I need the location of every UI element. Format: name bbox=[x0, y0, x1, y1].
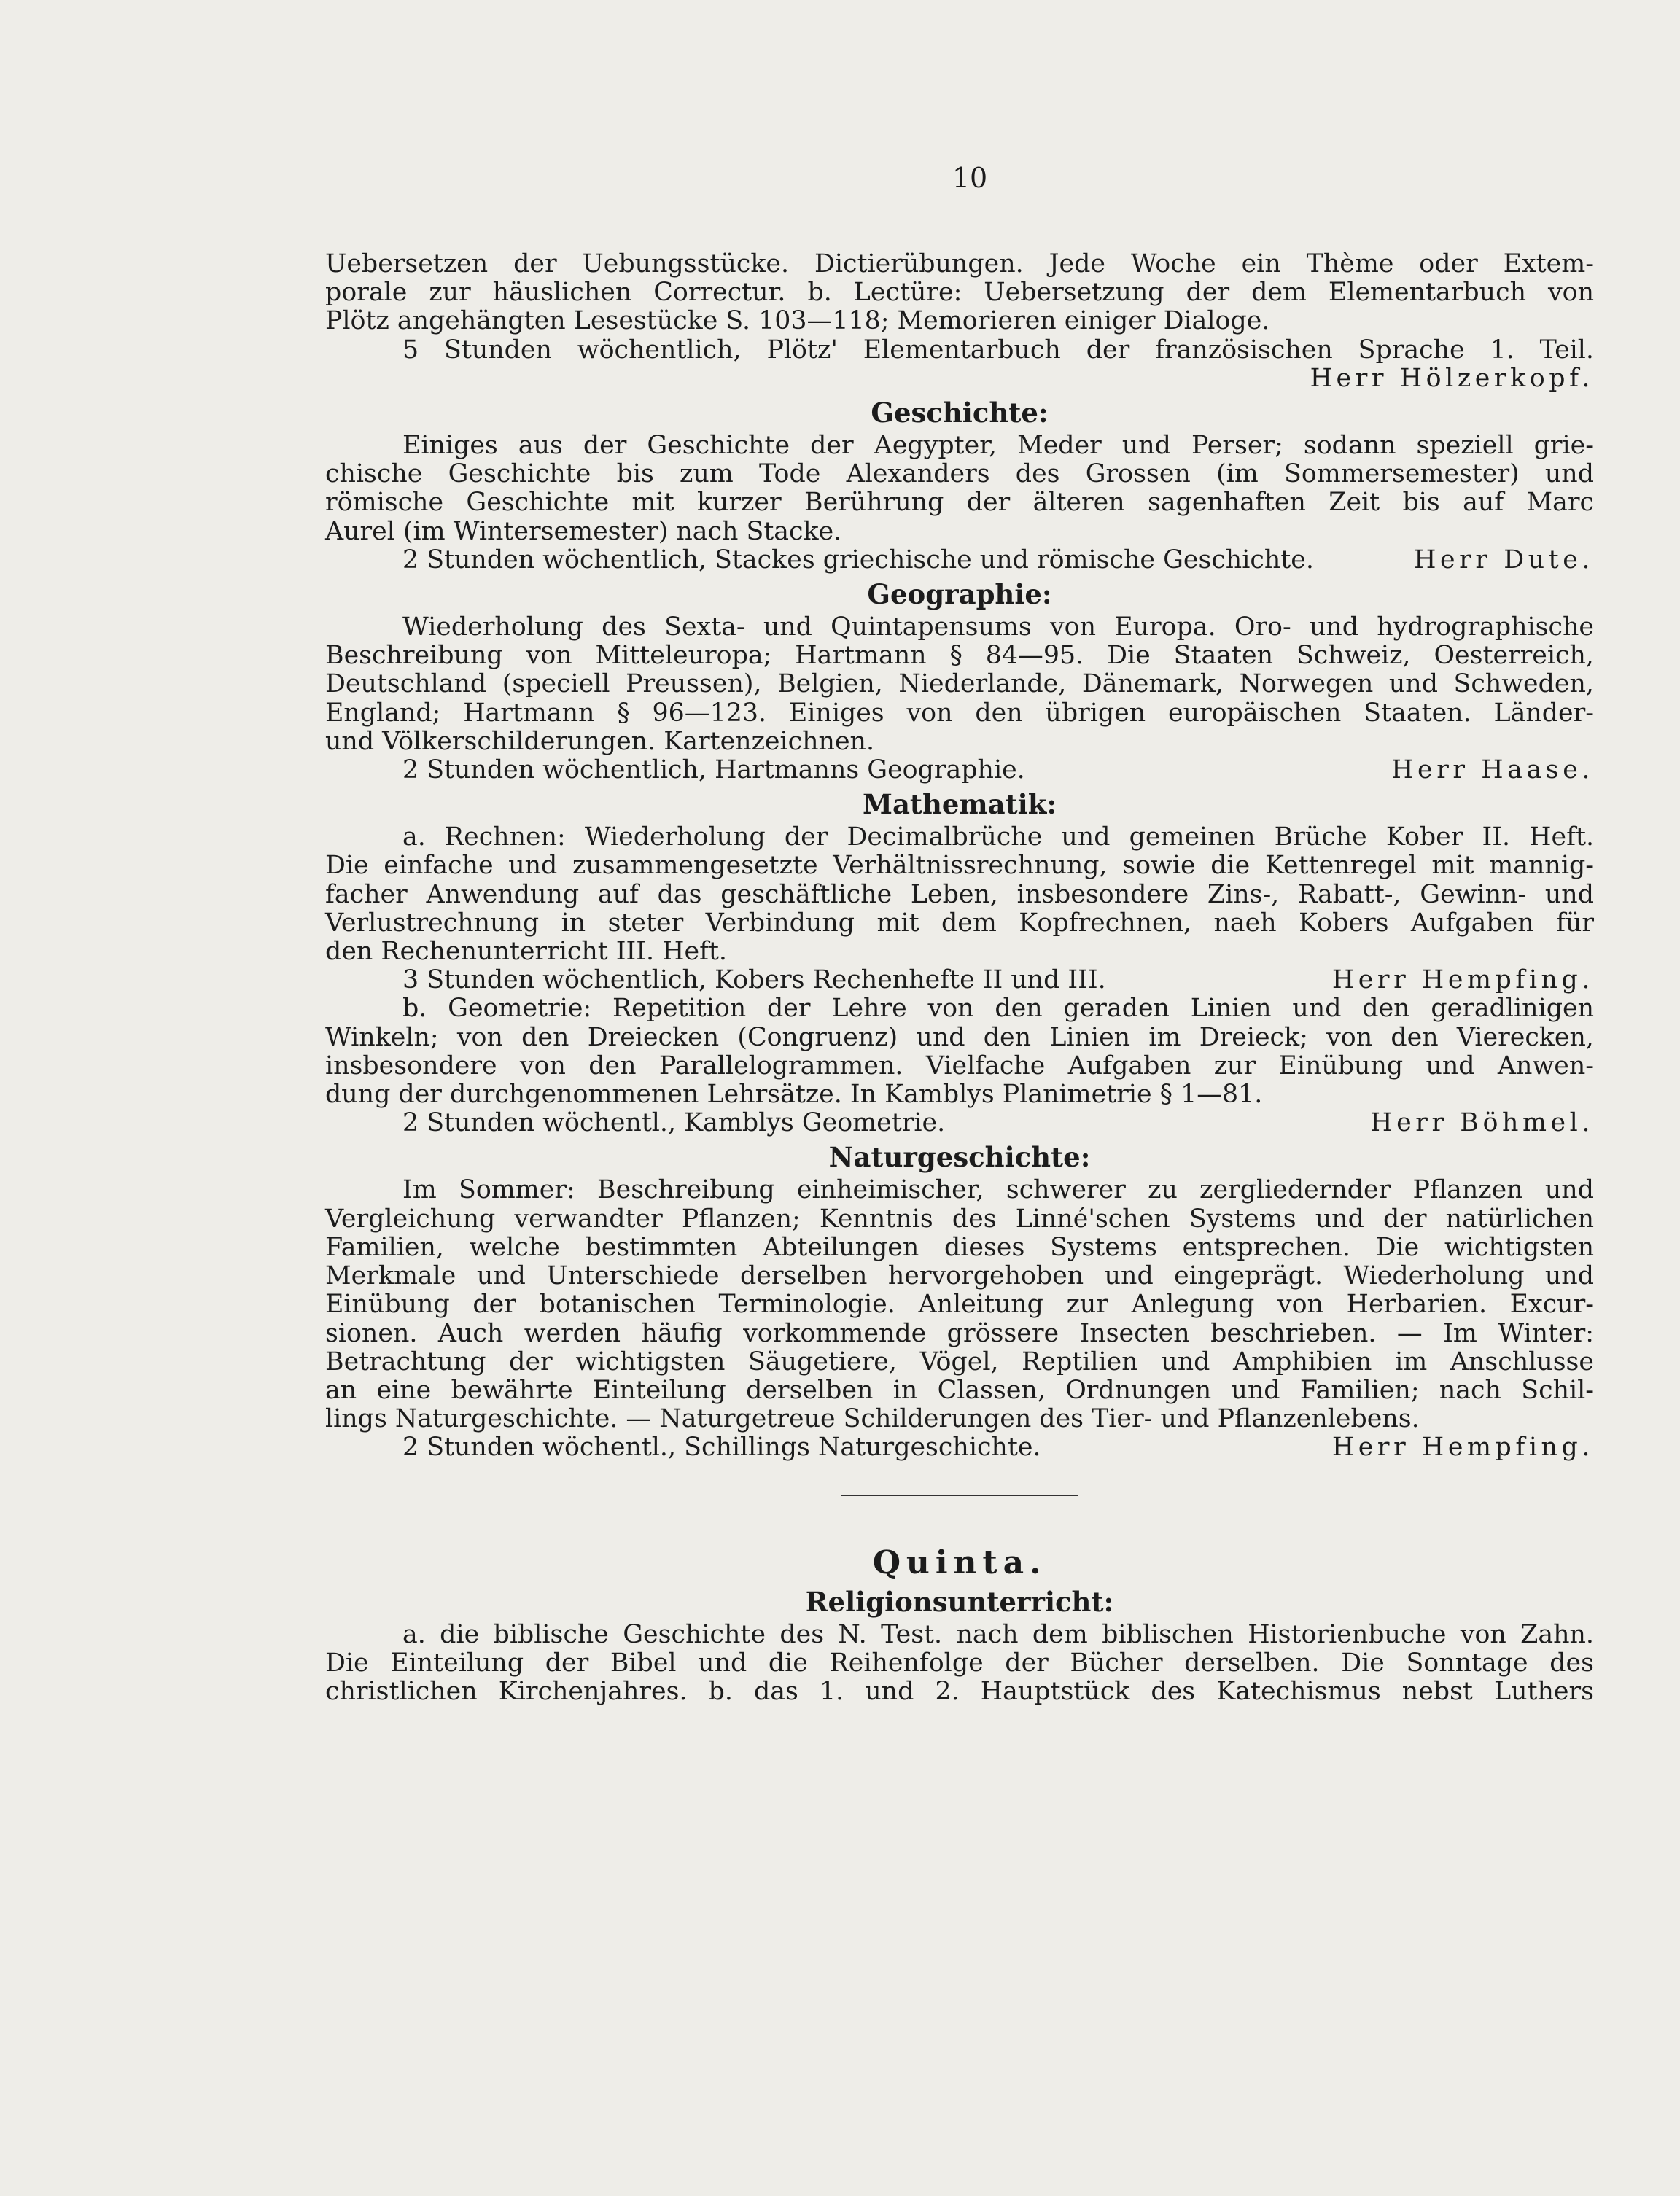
text-line: Einiges aus der Geschichte der Aegypter, Meder und Perser; sodann speziell grie- bbox=[402, 431, 1594, 461]
hours-text: 2 Stunden wöchentl., Kamblys Geometrie. bbox=[402, 1108, 946, 1138]
text-line: den Rechenunterricht III. Heft. bbox=[325, 937, 727, 967]
text-line: a. Rechnen: Wiederholung der Decimalbrüche und gemeinen Brüche Kober II. Heft. bbox=[402, 822, 1594, 852]
text-line: Winkeln; von den Dreiecken (Congruenz) und den Linien im Dreieck; von den Vierecken, bbox=[325, 1022, 1594, 1052]
text-line: 5 Stunden wöchentlich, Plötz' Elementarbuch der französischen Sprache 1. Teil. bbox=[402, 335, 1594, 365]
hours-text: 3 Stunden wöchentlich, Kobers Rechenhefte II und III. bbox=[402, 965, 1106, 995]
teacher-signature: Herr Hempfing. bbox=[1331, 965, 1594, 995]
section-heading-mathematik: Mathematik: bbox=[862, 788, 1057, 821]
hours-text: 2 Stunden wöchentlich, Hartmanns Geographie. bbox=[402, 755, 1025, 785]
text-line: chische Geschichte bis zum Tode Alexanders des Grossen (im Sommersemester) und bbox=[325, 459, 1594, 489]
text-line: Beschreibung von Mitteleuropa; Hartmann § 84—95. Die Staaten Schweiz, Oesterreich, bbox=[325, 641, 1594, 671]
text-line: England; Hartmann § 96—123. Einiges von den übrigen europäischen Staaten. Länder- bbox=[325, 698, 1594, 728]
text-line: und Völkerschilderungen. Kartenzeichnen. bbox=[325, 726, 875, 756]
text-line: römische Geschichte mit kurzer Berührung der älteren sagenhaften Zeit bis auf Marc bbox=[325, 488, 1594, 518]
hours-line bbox=[325, 1433, 1594, 1462]
text-line: Wiederholung des Sexta- und Quintapensums von Europa. Oro- und hydrographische bbox=[402, 612, 1594, 642]
text-line: b. Geometrie: Repetition der Lehre von den geraden Linien und den geradlinigen bbox=[402, 994, 1594, 1024]
page-body bbox=[325, 250, 1594, 1706]
section-heading-religion: Religionsunterricht: bbox=[805, 1585, 1114, 1618]
text-line: Im Sommer: Beschreibung einheimischer, schwerer zu zergliedernder Pflanzen und bbox=[402, 1175, 1594, 1205]
teacher-signature: Herr Hempfing. bbox=[1331, 1433, 1594, 1463]
text-line: Betrachtung der wichtigsten Säugetiere, Vögel, Reptilien und Amphibien im Anschlusse bbox=[325, 1347, 1594, 1377]
spacer bbox=[325, 1496, 1594, 1544]
text-line: Familien, welche bestimmten Abteilungen dieses Systems entsprechen. Die wichtigsten bbox=[325, 1232, 1594, 1262]
text-line: insbesondere von den Parallelogrammen. Vielfache Aufgaben zur Einübung und Anwen- bbox=[325, 1051, 1594, 1081]
text-line: facher Anwendung auf das geschäftliche Leben, insbesondere Zins-, Rabatt-, Gewinn- und bbox=[325, 879, 1594, 909]
text-line: Die einfache und zusammengesetzte Verhältnissrechnung, sowie die Kettenregel mit mannig- bbox=[325, 851, 1594, 881]
hours-line bbox=[325, 756, 1594, 784]
text-line: lings Naturgeschichte. — Naturgetreue Schilderungen des Tier- und Pflanzenlebens. bbox=[325, 1404, 1420, 1434]
text-line: Verlustrechnung in steter Verbindung mit dem Kopfrechnen, naeh Kobers Aufgaben für bbox=[325, 908, 1594, 938]
text-line: Vergleichung verwandter Pflanzen; Kenntnis des Linné'schen Systems und der natürlichen bbox=[325, 1204, 1594, 1234]
hours-line bbox=[325, 546, 1594, 575]
spacer bbox=[325, 1463, 1594, 1495]
text-line: porale zur häuslichen Correctur. b. Lectüre: Uebersetzung der dem Elementarbuch von bbox=[325, 278, 1594, 308]
teacher-signature: Herr Haase. bbox=[1391, 755, 1594, 785]
text-line: sionen. Auch werden häufig vorkommende grössere Insecten beschrieben. — Im Winter: bbox=[325, 1318, 1594, 1348]
text-line: an eine bewährte Einteilung derselben in Classen, Ordnungen und Familien; nach Schil- bbox=[325, 1375, 1594, 1405]
section-heading-geschichte: Geschichte: bbox=[871, 397, 1049, 429]
text-line: Merkmale und Unterschiede derselben hervorgehoben und eingeprägt. Wiederholung und bbox=[325, 1261, 1594, 1291]
text-line: Plötz angehängten Lesestücke S. 103—118; Memorieren einiger Dialoge. bbox=[325, 306, 1270, 336]
teacher-signature: Herr Hölzerkopf. bbox=[1310, 363, 1594, 393]
text-line: dung der durchgenommenen Lehrsätze. In Kamblys Planimetrie § 1—81. bbox=[325, 1080, 1263, 1110]
teacher-signature: Herr Böhmel. bbox=[1370, 1108, 1594, 1138]
hours-text: 2 Stunden wöchentl., Schillings Naturgeschichte. bbox=[402, 1433, 1041, 1463]
section-heading-naturgeschichte: Naturgeschichte: bbox=[828, 1141, 1091, 1174]
text-line: Deutschland (speciell Preussen), Belgien, Niederlande, Dänemark, Norwegen und Schweden, bbox=[325, 669, 1594, 699]
text-line: Die Einteilung der Bibel und die Reihenfolge der Bücher derselben. Die Sonntage des bbox=[325, 1648, 1594, 1678]
teacher-signature: Herr Dute. bbox=[1414, 545, 1594, 575]
class-heading-quinta: Quinta. bbox=[872, 1543, 1047, 1581]
hours-line bbox=[325, 966, 1594, 994]
text-line: Einübung der botanischen Terminologie. Anleitung zur Anlegung von Herbarien. Excur- bbox=[325, 1290, 1594, 1320]
text-line: a. die biblische Geschichte des N. Test. nach dem biblischen Historienbuche von Zahn. bbox=[402, 1619, 1594, 1649]
page-number: 10 bbox=[952, 162, 988, 194]
hours-line bbox=[325, 1109, 1594, 1137]
hours-text: 2 Stunden wöchentlich, Stackes griechische und römische Geschichte. bbox=[402, 545, 1314, 575]
text-line: christlichen Kirchenjahres. b. das 1. und 2. Hauptstück des Katechismus nebst Luthers bbox=[325, 1676, 1594, 1706]
text-line: Uebersetzen der Uebungsstücke. Dictierübungen. Jede Woche ein Thème oder Extem- bbox=[325, 249, 1594, 279]
text-line: Aurel (im Wintersemester) nach Stacke. bbox=[325, 516, 842, 546]
section-heading-geographie: Geographie: bbox=[867, 578, 1052, 611]
